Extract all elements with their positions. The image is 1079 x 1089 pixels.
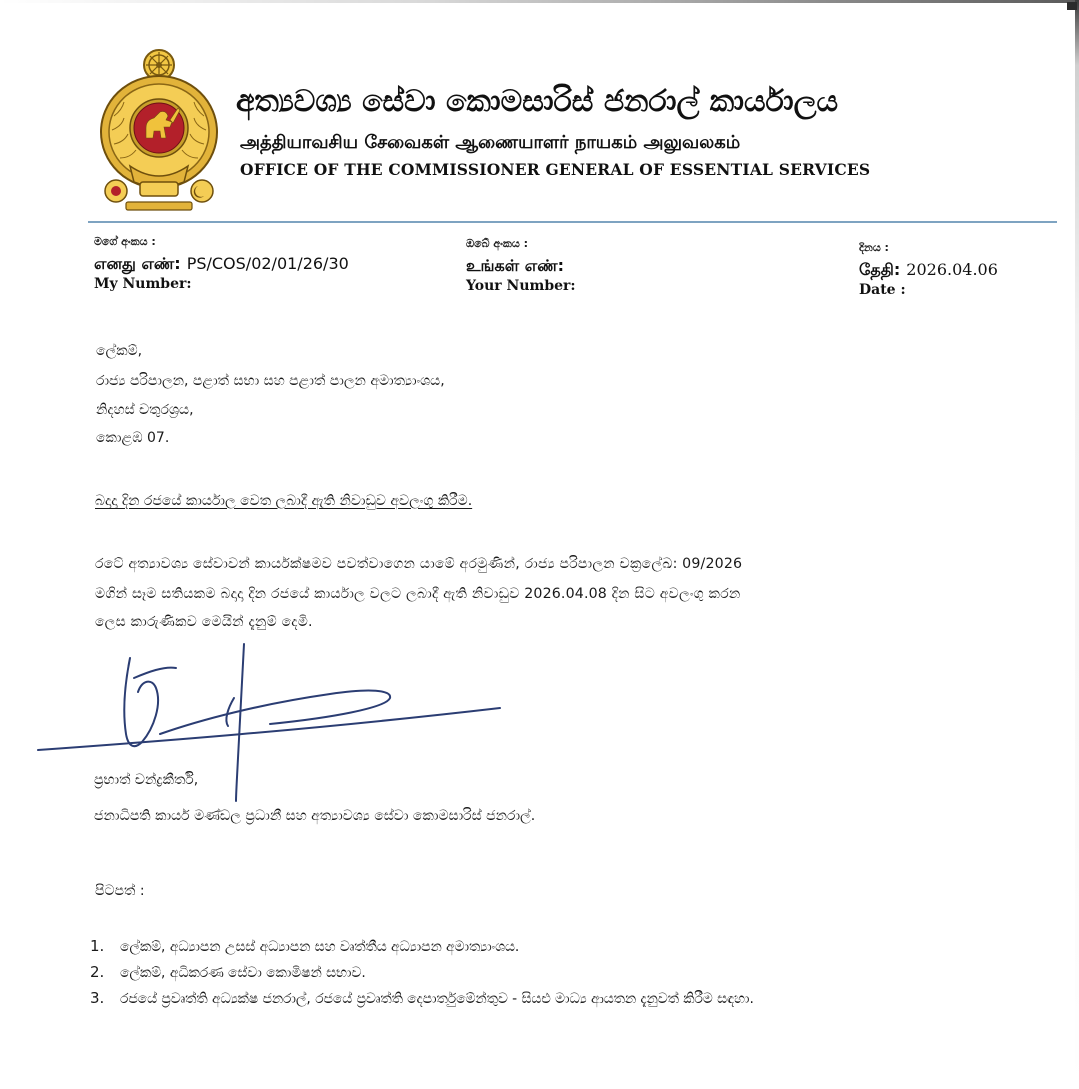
scan-edge-top (0, 0, 1079, 3)
copies-list (90, 933, 1050, 1011)
date-tamil-label (859, 260, 1059, 281)
my-number-value: PS/COS/02/01/26/30 (186, 254, 349, 273)
copy-recipient: ලේකම්, අධිකරණ සේවා කොමිෂන් සභාව. (120, 965, 366, 981)
body-line: රටේ අත්‍යාවශ්‍ය සේවාවන් කාර්යක්ෂමව පවත්වාගෙන යාමේ අරමුණින්, රාජ්‍ය පරිපාලන චක්‍රලේඛ: 09/2026 (95, 556, 743, 572)
my-number-english-label: My Number: (94, 276, 192, 292)
addressee-line: ලේකම්, (96, 343, 143, 359)
date-tamil-text: தேதி: (859, 260, 901, 279)
copy-recipient: රජයේ ප්‍රවෘත්ති අධ්‍යක්ෂ ජනරාල්, රජයේ ප්‍රවෘත්ති දෙපාර්තුමේන්තුව - සියළු මාධ්‍ය ආයතන දැනුවත් කිරීම සඳහා. (120, 991, 754, 1007)
scan-corner-mark (1067, 2, 1077, 10)
body-line: ලෙස කාරුණිකව මෙයින් දැනුම් දෙමි. (95, 614, 313, 630)
your-number-tamil-label: உங்கள் எண்: (466, 256, 565, 275)
my-number-block (94, 235, 434, 292)
your-number-sinhala-label: ඔබේ අංකය : (466, 237, 528, 250)
scan-edge-right (1075, 0, 1079, 1089)
my-number-sinhala-label: මගේ අංකය : (94, 235, 156, 248)
list-item (90, 985, 1050, 1011)
copy-number: 3. (90, 989, 105, 1007)
signatory-title: ජනාධිපති කාර්ය මණ්ඩල ප්‍රධානී සහ අත්‍යාවශ්‍ය සේවා කොමසාරිස් ජනරාල්. (94, 808, 536, 824)
letterhead-english-title: OFFICE OF THE COMMISSIONER GENERAL OF ESSENTIAL SERVICES (240, 160, 871, 179)
addressee-line: රාජ්‍ය පරිපාලන, පළාත් සභා සහ පළාත් පාලන අමාත්‍යාංශය, (96, 373, 445, 389)
copy-number: 1. (90, 937, 105, 955)
letterhead-tamil-title: அத்தியாவசிய சேவைகள் ஆணையாளர் நாயகம் அலுவலகம் (240, 132, 741, 153)
national-emblem-icon (96, 46, 222, 214)
date-block (859, 241, 1059, 298)
header-divider (88, 221, 1057, 223)
list-item (90, 933, 1050, 959)
addressee-line: නිදහස් චතුරශ්‍රය, (96, 402, 194, 418)
addressee-line: කොළඹ 07. (96, 430, 170, 446)
signatory-name: ප්‍රභාත් චන්ද්‍රකීර්ති, (94, 772, 199, 788)
your-number-block (466, 237, 726, 294)
copies-label: පිටපත් : (95, 883, 145, 899)
my-number-tamil-label (94, 254, 434, 275)
date-value: 2026.04.06 (906, 260, 998, 279)
letter-subject: බදාදා දින රජයේ කාර්යාල වෙත ලබාදී ඇති නිවාඩුව අවලංගු කිරීම. (95, 493, 473, 509)
date-english-label: Date : (859, 282, 906, 298)
your-number-english-label: Your Number: (466, 278, 576, 294)
list-item (90, 959, 1050, 985)
my-number-tamil-text: எனது எண்: (94, 254, 181, 273)
letterhead-sinhala-title: අත්‍යවශ්‍ය සේවා කොමසාරිස් ජනරාල් කාර්යාලය (236, 84, 839, 119)
copy-number: 2. (90, 963, 105, 981)
copy-recipient: ලේකම්, අධ්‍යාපන උසස් අධ්‍යාපන සහ වෘත්තීය අධ්‍යාපන අමාත්‍යාංශය. (120, 939, 520, 955)
body-line: මගින් සෑම සතියකම බදාදා දින රජයේ කාර්යාල වලට ලබාදී ඇති නිවාඩුව 2026.04.08 දින සිට අවලංගු කරන (95, 586, 741, 602)
date-sinhala-label: දිනය : (859, 241, 889, 254)
